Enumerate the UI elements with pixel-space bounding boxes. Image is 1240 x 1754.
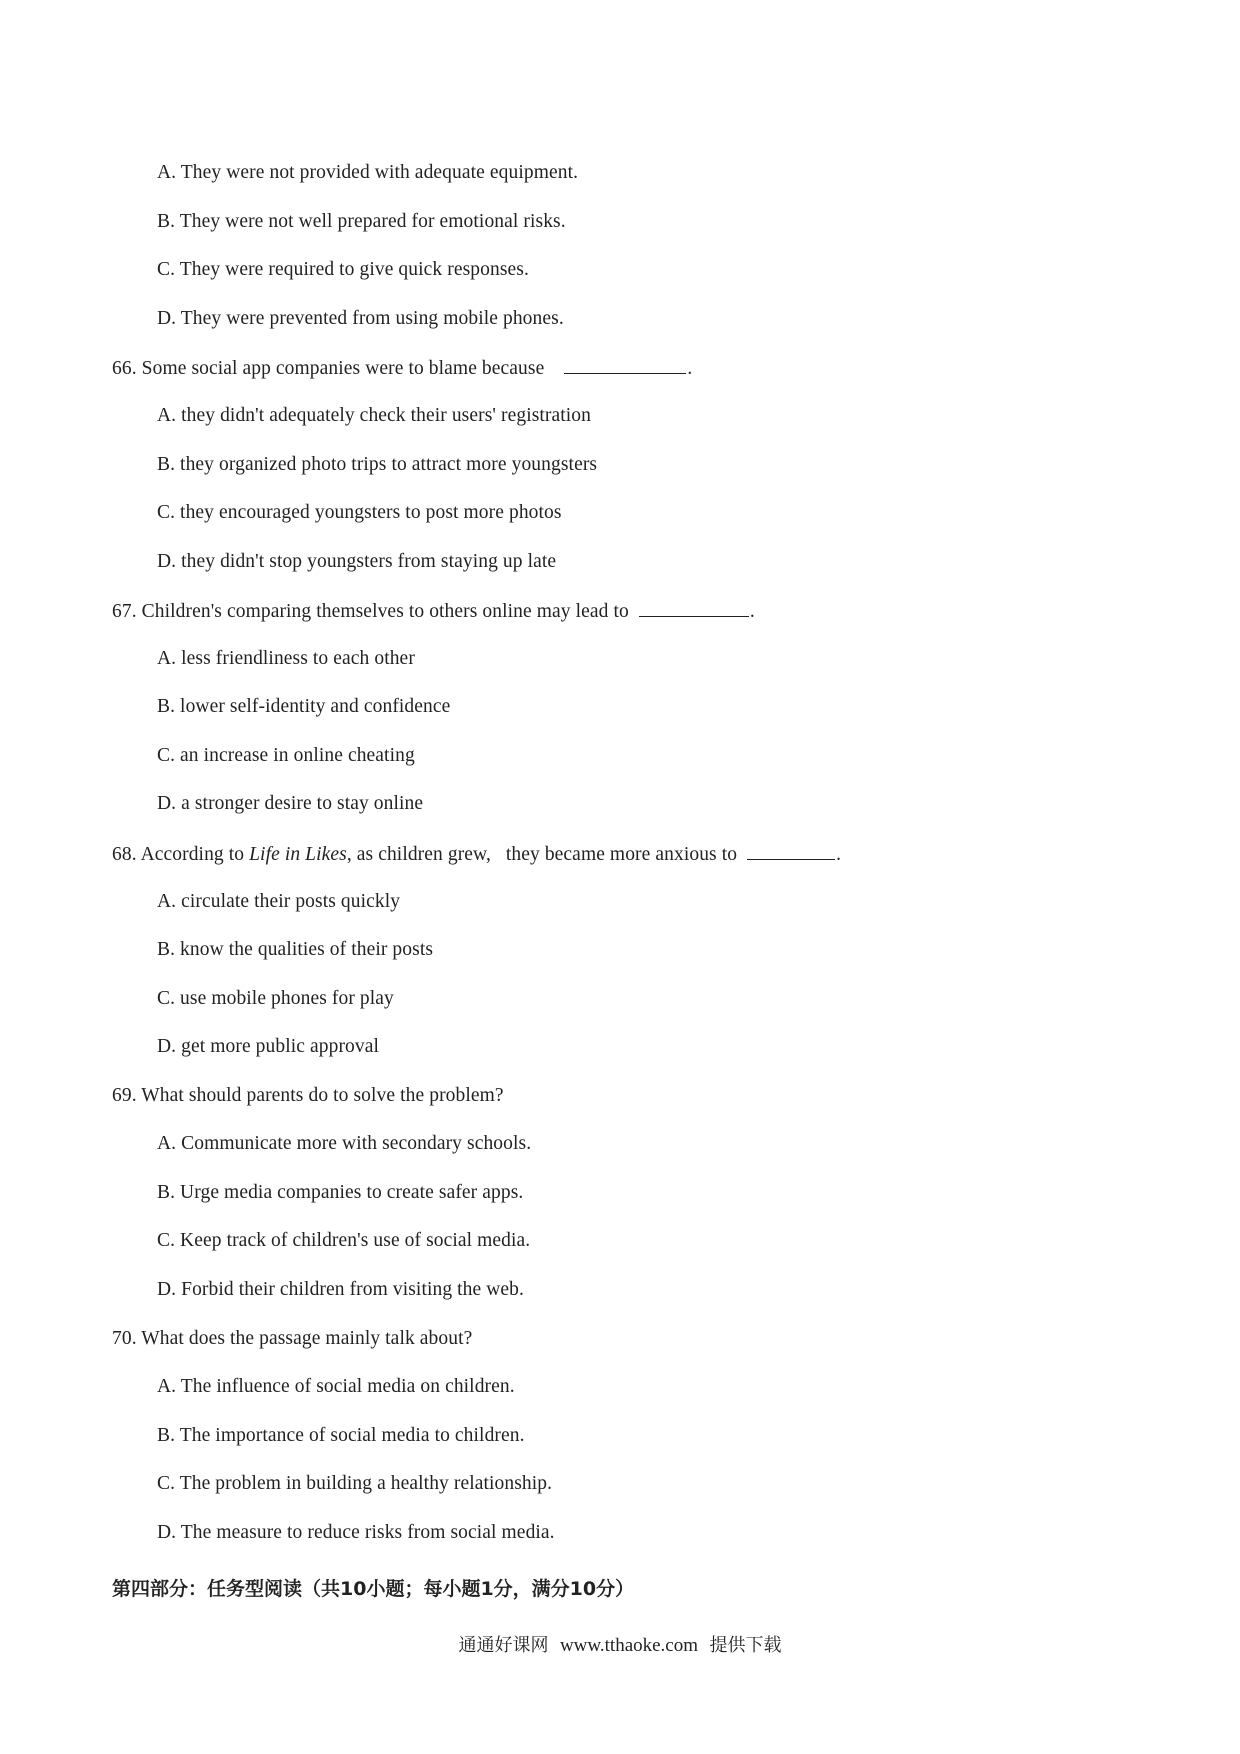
- q68-option-c: C. use mobile phones for play: [157, 988, 394, 1009]
- q65-option-d: D. They were prevented from using mobile phones.: [157, 308, 564, 329]
- q70-option-d: D. The measure to reduce risks from social media.: [157, 1522, 555, 1543]
- q67-stem: [112, 598, 755, 624]
- q68-stem-end: .: [836, 844, 842, 865]
- q65-option-b: B. They were not well prepared for emotional risks.: [157, 211, 566, 232]
- q68-book-title: Life in Likes: [249, 844, 347, 865]
- answer-blank: [639, 598, 749, 617]
- q68-stem-pre: 68. According to: [112, 844, 250, 865]
- q67-stem-text: 67. Children's comparing themselves to others online may lead to: [112, 601, 629, 622]
- q67-option-a: A. less friendliness to each other: [157, 648, 415, 669]
- q65-option-a: A. They were not provided with adequate equipment.: [157, 162, 579, 183]
- q66-option-c: C. they encouraged youngsters to post more photos: [157, 502, 562, 523]
- q66-stem-text: 66. Some social app companies were to blame because: [112, 358, 545, 379]
- q70-option-a: A. The influence of social media on children.: [157, 1376, 515, 1397]
- q67-stem-end: .: [749, 601, 755, 622]
- q66-stem: [112, 355, 692, 381]
- q66-option-a: A. they didn't adequately check their users' registration: [157, 405, 592, 426]
- q68-option-a: A. circulate their posts quickly: [157, 891, 401, 912]
- q68-stem: [112, 841, 841, 867]
- q69-option-b: B. Urge media companies to create safer apps.: [157, 1182, 524, 1203]
- page-footer: [0, 1634, 1240, 1658]
- q68-stem-post: , as children grew, they became more anxious to: [346, 844, 738, 865]
- q70-stem: 70. What does the passage mainly talk about?: [112, 1328, 473, 1349]
- section-heading: 第四部分：任务型阅读（共10小题；每小题1分，满分10分）: [112, 1578, 635, 1600]
- answer-blank: [747, 841, 835, 860]
- q67-option-b: B. lower self-identity and confidence: [157, 696, 451, 717]
- q66-option-b: B. they organized photo trips to attract more youngsters: [157, 454, 598, 475]
- q67-option-d: D. a stronger desire to stay online: [157, 793, 424, 814]
- q69-stem: 69. What should parents do to solve the problem?: [112, 1085, 504, 1106]
- q70-option-b: B. The importance of social media to children.: [157, 1425, 525, 1446]
- q65-option-c: C. They were required to give quick responses.: [157, 259, 529, 280]
- q69-option-a: A. Communicate more with secondary schools.: [157, 1133, 532, 1154]
- q69-option-c: C. Keep track of children's use of social media.: [157, 1230, 531, 1251]
- footer-site-name: 通通好课网: [458, 1635, 549, 1656]
- q66-option-d: D. they didn't stop youngsters from staying up late: [157, 551, 557, 572]
- q70-option-c: C. The problem in building a healthy relationship.: [157, 1473, 553, 1494]
- footer-url: www.tthaoke.com: [559, 1635, 699, 1656]
- footer-download-note: 提供下载: [709, 1635, 782, 1656]
- q68-option-b: B. know the qualities of their posts: [157, 939, 434, 960]
- q69-option-d: D. Forbid their children from visiting the web.: [157, 1279, 525, 1300]
- q67-option-c: C. an increase in online cheating: [157, 745, 415, 766]
- answer-blank: [564, 355, 686, 374]
- q66-stem-end: .: [687, 358, 693, 379]
- q68-option-d: D. get more public approval: [157, 1036, 380, 1057]
